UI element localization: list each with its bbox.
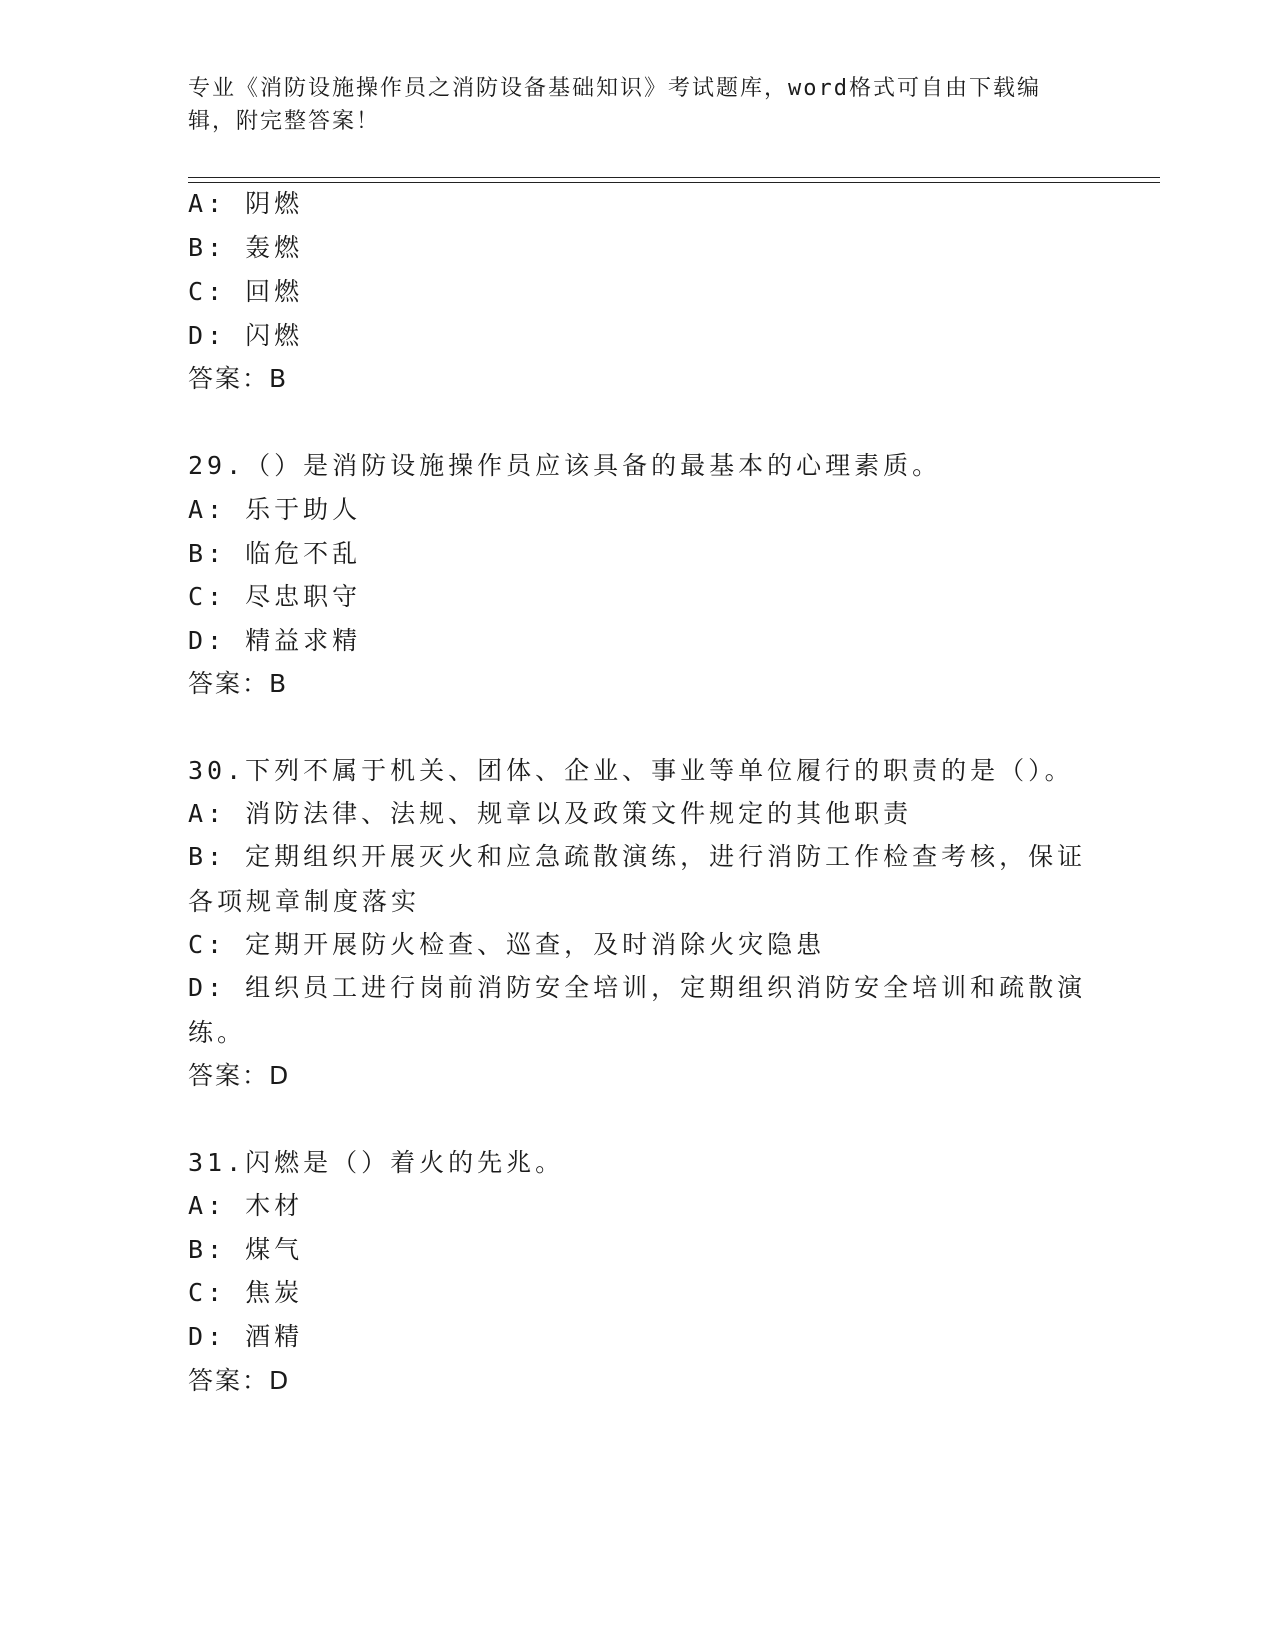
q29-option-b: B: 临危不乱 [188, 539, 362, 568]
q31-option-c: C: 焦炭 [188, 1278, 304, 1307]
q30-stem: 30.下列不属于机关、团体、企业、事业等单位履行的职责的是（）。 [188, 756, 1074, 785]
q31-stem: 31.闪燃是（）着火的先兆。 [188, 1148, 565, 1177]
q30-option-b: B: 定期组织开展灭火和应急疏散演练，进行消防工作检查考核，保证各项规章制度落实 [188, 842, 1087, 916]
header-divider-top [188, 177, 1160, 178]
q29-option-c: C: 尽忠职守 [188, 582, 362, 611]
q30-option-c: C: 定期开展防火检查、巡查，及时消除火灾隐患 [188, 930, 826, 959]
q28-option-c: C: 回燃 [188, 277, 304, 306]
q28-option-d: D: 闪燃 [188, 321, 304, 350]
q31-option-a: A: 木材 [188, 1191, 304, 1220]
q31-answer: 答案：D [188, 1366, 291, 1395]
q29-stem: 29.（）是消防设施操作员应该具备的最基本的心理素质。 [188, 451, 942, 480]
q28-option-a: A: 阴燃 [188, 189, 304, 218]
q28-option-b: B: 轰燃 [188, 233, 304, 262]
document-intro: 专业《消防设施操作员之消防设备基础知识》考试题库，word格式可自由下载编辑，附完整答案！ [188, 76, 1041, 134]
q31-option-d: D: 酒精 [188, 1322, 304, 1351]
q29-option-a: A: 乐于助人 [188, 495, 362, 524]
header-divider-bottom [188, 182, 1160, 183]
q31-option-b: B: 煤气 [188, 1235, 304, 1264]
q28-answer: 答案：B [188, 364, 289, 393]
q29-option-d: D: 精益求精 [188, 626, 362, 655]
q30-answer: 答案：D [188, 1061, 291, 1090]
q30-option-d: D: 组织员工进行岗前消防安全培训，定期组织消防安全培训和疏散演练。 [188, 973, 1087, 1047]
q29-answer: 答案：B [188, 669, 289, 698]
q30-option-a: A: 消防法律、法规、规章以及政策文件规定的其他职责 [188, 799, 913, 828]
